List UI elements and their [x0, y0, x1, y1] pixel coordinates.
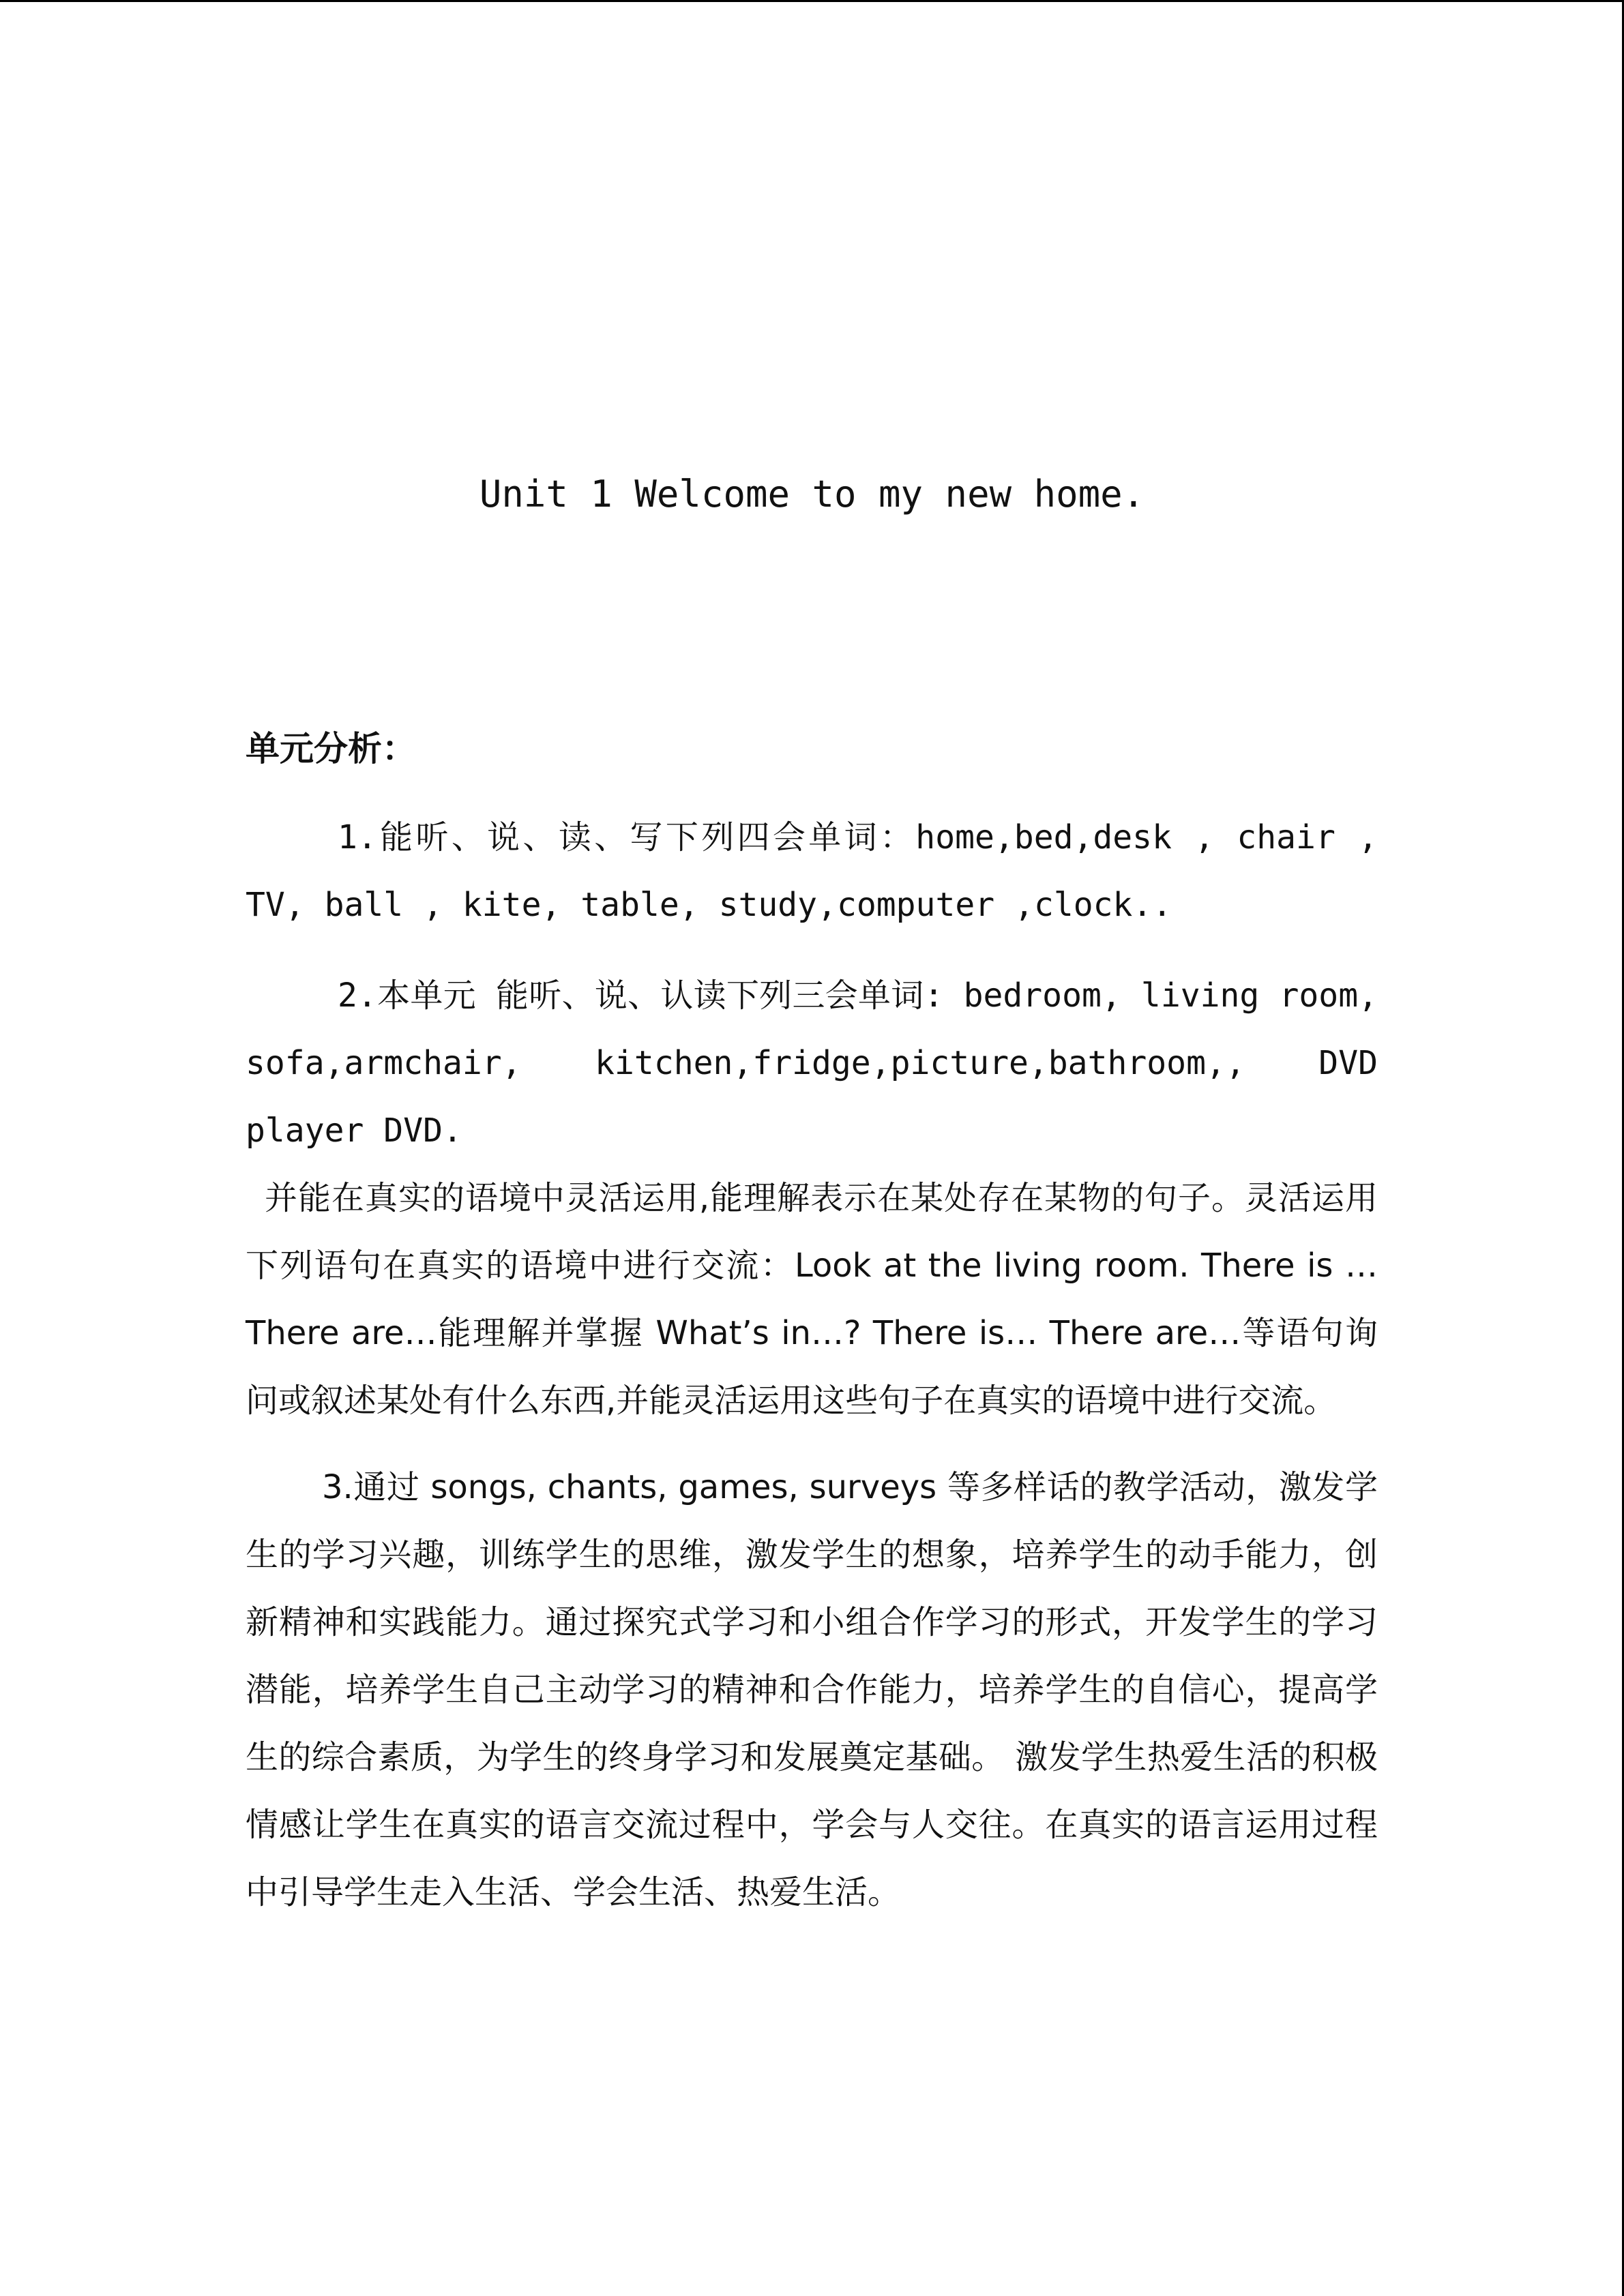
paragraph-4: 3.通过 songs, chants, games, surveys 等多样话的教学活动，激发学生的学习兴趣，训练学生的思维，激发学生的想象，培养学生的动手能力，创新精神和实践能力。通过探究式学习和小组合作学习的形式，开发学生的学习潜能，培养学生自己主动学习的精神和合作能力，培养学生的自信心，提高学生的综合素质，为学生的终身学习和发展奠定基础。 激发学生热爱生活的积极情感让学生在真实的语言交流过程中，学会与人交往。在真实的语言运用过程中引导学生走入生活、学会生活、热爱生活。 — [246, 1468, 1378, 1911]
document-title: Unit 1 Welcome to my new home. — [479, 473, 1145, 516]
document-body — [246, 725, 1378, 1926]
paragraph-2: 2.本单元 能听、说、认读下列三会单词: bedroom, living room, sofa,armchair, kitchen,fridge,picture,bathroom,, DVD player DVD. — [246, 976, 1378, 1150]
paragraph-1: 1.能听、说、读、写下列四会单词：home,bed,desk , chair , TV, ball , kite, table, study,computer ,clock.. — [246, 818, 1378, 924]
section-heading: 单元分析： — [246, 729, 416, 769]
paragraph-3: 并能在真实的语境中灵活运用,能理解表示在某处存在某物的句子。灵活运用下列语句在真实的语境中进行交流：Look at the living room. There is …There are…能理解并掌握 What’s in…? There is… There are…等语句询问或叙述某处有什么东西,并能灵活运用这些句子在真实的语境中进行交流。 — [246, 1179, 1378, 1420]
